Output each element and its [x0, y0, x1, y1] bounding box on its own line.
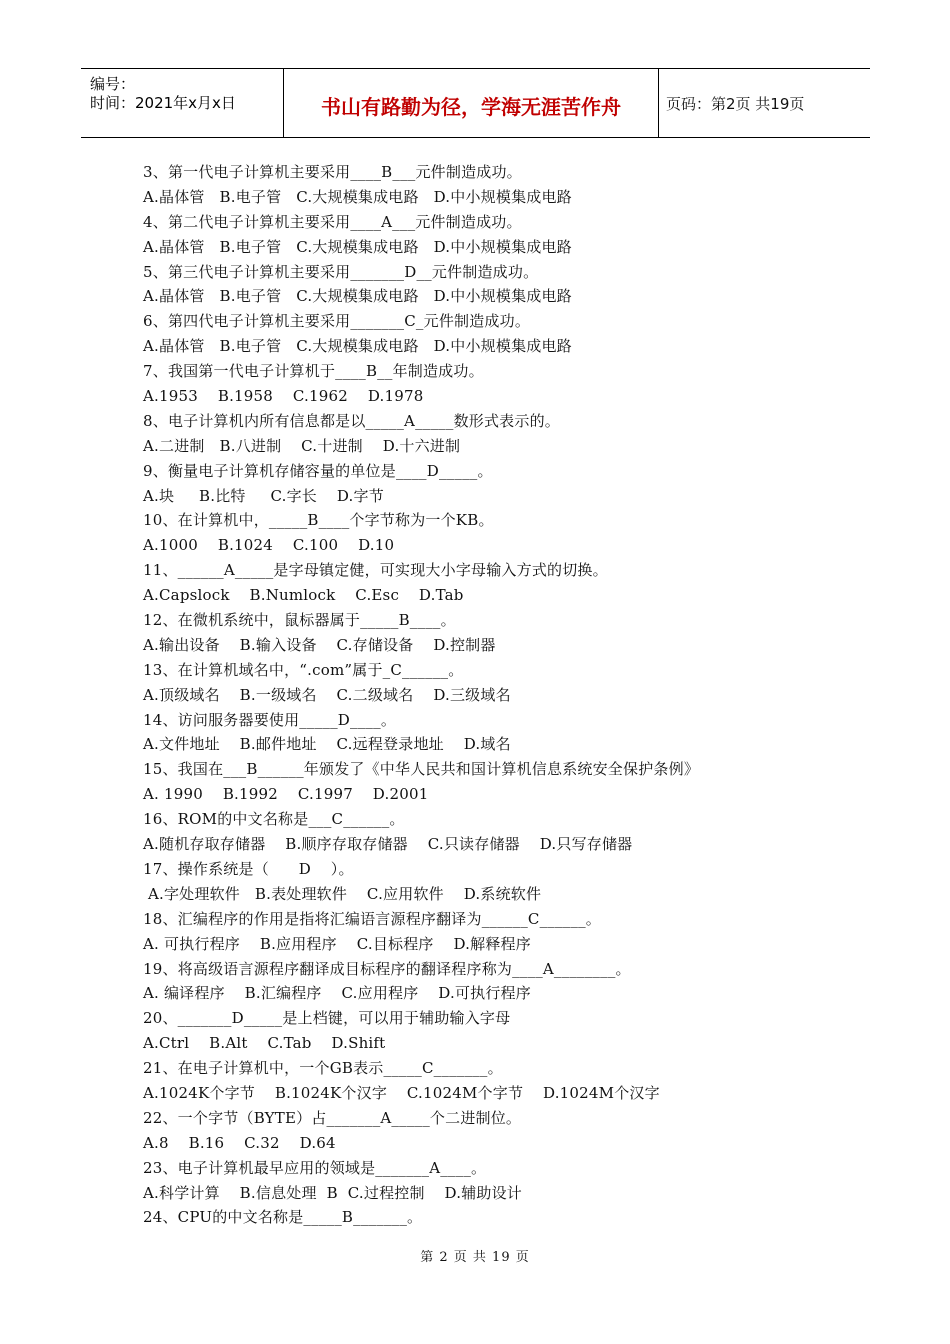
question-line: 16、ROM的中文名称是___C______。 — [143, 810, 405, 829]
question-line: 3、第一代电子计算机主要采用____B___元件制造成功。 — [143, 163, 522, 181]
options-line: A.8 B.16 C.32 D.64 — [143, 1133, 336, 1152]
options-line: A.二进制 B.八进制 C.十进制 D.十六进制 — [143, 436, 461, 455]
options-line: A.1953 B.1958 C.1962 D.1978 — [143, 387, 424, 406]
header-motto: 书山有路勤为径，学海无涯苦作舟 — [321, 95, 621, 119]
question-line: 4、第二代电子计算机主要采用____A___元件制造成功。 — [143, 212, 522, 231]
header-motto-cell — [283, 69, 659, 137]
page-header — [81, 68, 870, 138]
document-date-label: 时间：2021年x月x日 — [90, 94, 236, 112]
header-page-cell — [658, 69, 870, 137]
question-line: 9、衡量电子计算机存储容量的单位是____D_____。 — [143, 461, 493, 480]
question-line: 14、访问服务器要使用_____D____。 — [143, 710, 397, 729]
options-line: A. 编译程序 B.汇编程序 C.应用程序 D.可执行程序 — [143, 984, 531, 1003]
question-line: 19、将高级语言源程序翻译成目标程序的翻译程序称为____A________。 — [143, 959, 631, 978]
options-line: A.文件地址 B.邮件地址 C.远程登录地址 D.域名 — [143, 735, 511, 754]
question-line: 21、在电子计算机中，一个GB表示_____C_______。 — [143, 1059, 503, 1078]
question-line: 13、在计算机域名中，“.com”属于_C______。 — [143, 660, 464, 679]
options-line: A.1000 B.1024 C.100 D.10 — [143, 536, 395, 555]
question-line: 17、操作系统是（ D ）。 — [143, 859, 354, 878]
question-list — [143, 160, 843, 1230]
options-line: A.Ctrl B.Alt C.Tab D.Shift — [143, 1034, 386, 1053]
header-meta — [81, 69, 283, 137]
question-line: 6、第四代电子计算机主要采用_______C_元件制造成功。 — [143, 312, 531, 331]
question-line: 11、______A_____是字母镇定健，可实现大小字母输入方式的切换。 — [143, 561, 608, 580]
question-line: 5、第三代电子计算机主要采用_______D__元件制造成功。 — [143, 262, 539, 281]
options-line: A.晶体管 B.电子管 C.大规模集成电路 D.中小规模集成电路 — [143, 187, 572, 206]
options-line: A. 可执行程序 B.应用程序 C.目标程序 D.解释程序 — [143, 934, 531, 953]
options-line: A.字处理软件 B.表处理软件 C.应用软件 D.系统软件 — [143, 884, 542, 903]
question-line: 12、在微机系统中，鼠标器属于_____B____。 — [143, 611, 456, 630]
options-line: A.输出设备 B.输入设备 C.存储设备 D.控制器 — [143, 635, 496, 654]
question-line: 15、我国在___B______年颁发了《中华人民共和国计算机信息系统安全保护条例》 — [143, 760, 700, 779]
question-line: 7、我国第一代电子计算机于____B__年制造成功。 — [143, 362, 484, 381]
options-line: A.块 B.比特 C.字长 D.字节 — [143, 486, 384, 505]
options-line: A.晶体管 B.电子管 C.大规模集成电路 D.中小规模集成电路 — [143, 337, 572, 356]
document-number-label: 编号： — [90, 75, 136, 93]
options-line: A. 1990 B.1992 C.1997 D.2001 — [143, 785, 429, 804]
options-line: A.顶级域名 B.一级域名 C.二级域名 D.三级域名 — [143, 685, 511, 704]
question-line: 18、汇编程序的作用是指将汇编语言源程序翻译为______C______。 — [143, 909, 601, 928]
options-line: A.晶体管 B.电子管 C.大规模集成电路 D.中小规模集成电路 — [143, 237, 572, 256]
question-line: 23、电子计算机最早应用的领域是_______A____。 — [143, 1158, 487, 1177]
question-line: 22、一个字节（BYTE）占_______A_____个二进制位。 — [143, 1108, 522, 1127]
options-line: A.1024K个字节 B.1024K个汉字 C.1024M个字节 D.1024M个汉字 — [143, 1083, 660, 1102]
header-page-number: 页码：第2页 共19页 — [666, 95, 805, 113]
page-footer: 第 2 页 共 19 页 — [420, 1250, 530, 1265]
options-line: A.随机存取存储器 B.顺序存取存储器 C.只读存储器 D.只写存储器 — [143, 835, 633, 854]
options-line: A.晶体管 B.电子管 C.大规模集成电路 D.中小规模集成电路 — [143, 287, 572, 306]
question-line: 20、_______D_____是上档键，可以用于辅助输入字母 — [143, 1009, 511, 1028]
question-line: 24、CPU的中文名称是_____B_______。 — [143, 1208, 423, 1227]
question-line: 10、在计算机中，_____B____个字节称为一个KB。 — [143, 511, 494, 530]
question-line: 8、电子计算机内所有信息都是以_____A_____数形式表示的。 — [143, 411, 560, 430]
options-line: A.Capslock B.Numlock C.Esc D.Tab — [143, 586, 464, 605]
options-line: A.科学计算 B.信息处理 B C.过程控制 D.辅助设计 — [143, 1183, 523, 1202]
